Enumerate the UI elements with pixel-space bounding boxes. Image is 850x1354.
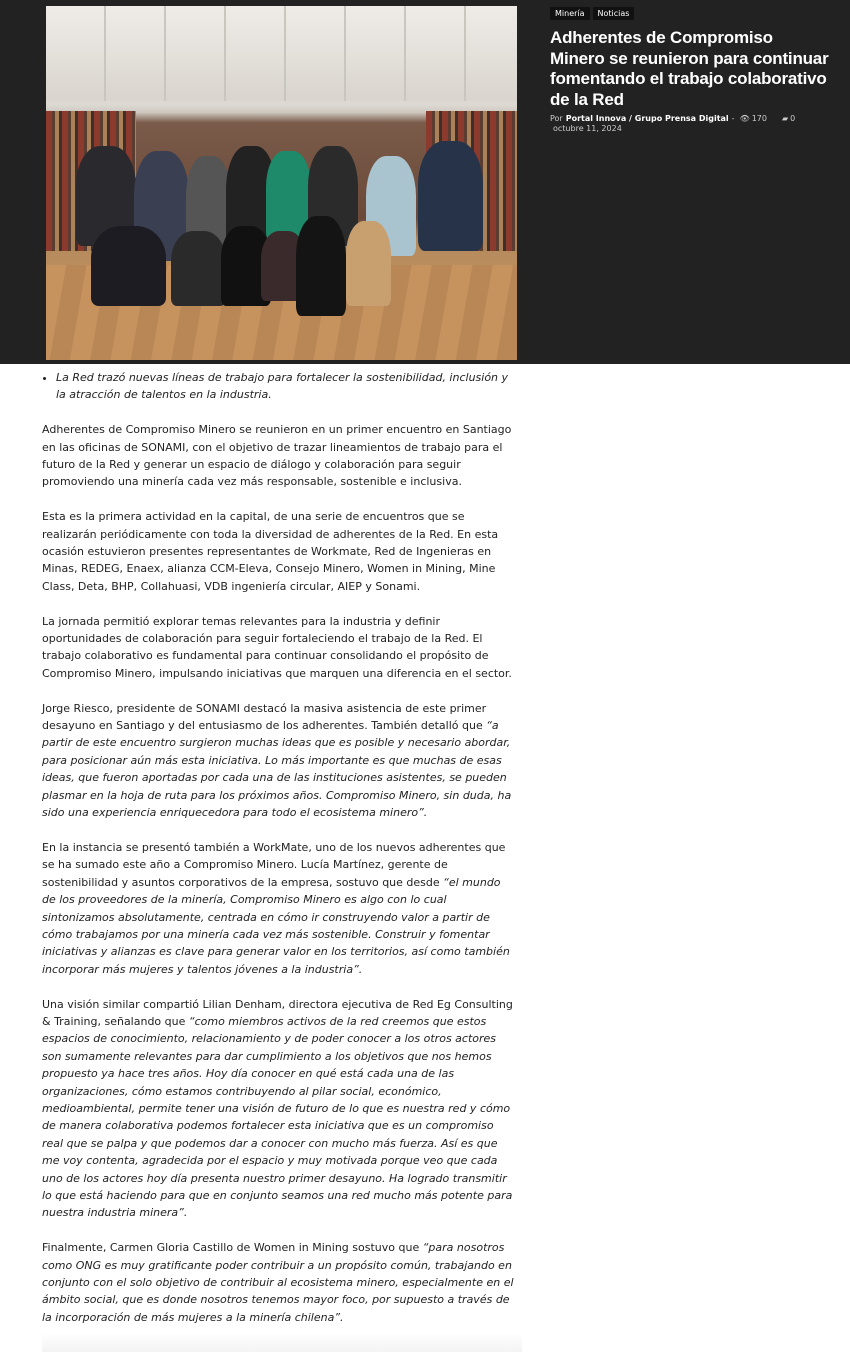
paragraph-quote: “el mundo de los proveedores de la minería, Compromiso Minero es algo con lo cual sintonizamos absolutamente, centrada en cómo ir construyendo valor a partir de cómo trabajamos por una minería cada vez más sostenible. Construir y fomentar iniciativas y alianzas es clave para generar valor en los territorios, así como también incorporar más mujeres y talentos jóvenes a la industria”. [42,875,510,976]
article-paragraph [42,700,514,822]
category-tags [550,7,634,20]
article-paragraph [42,1239,514,1326]
article-paragraph [42,613,514,683]
article-header [0,0,850,364]
article-paragraph [42,508,514,595]
comment-icon: ▰ [782,114,789,123]
paragraph-quote: “a partir de este encuentro surgieron muchas ideas que es posible y necesario abordar, para posicionar aún más esta iniciativa. Lo más importante es que muchas de esas ideas, que fueron aportadas por cada una de las instituciones asistentes, se pueden plasmar en la hoja de ruta para los próximos años. Compromiso Minero, sin duda, ha sido una experiencia enriquecedora para todo el ecosistema minero”. [42,719,512,820]
comments-count-group[interactable] [782,114,795,124]
paragraph-text: Jorge Riesco, presidente de SONAMI destacó la masiva asistencia de este primer desayuno en Santiago y del entusiasmo de los adherentes. También detalló que [42,701,487,733]
photo-ceiling [46,6,517,101]
paragraph-text: Una visión similar compartió Lilian Denham, directora ejecutiva de Red Eg Consulting & Training, señalando que [42,997,513,1028]
paragraph-text: La jornada permitió explorar temas relevantes para la industria y definir oportunidades de colaboración para seguir fortaleciendo el trabajo de la Red. El trabajo colaborativo es fundamental para continuar consolidando el propósito de Compromiso Minero, impulsando iniciativas que marquen una diferencia en el sector. [42,614,512,680]
article-meta [550,114,845,134]
article-paragraph [42,839,514,978]
article-body [42,369,514,1344]
views-count: 170 [751,114,767,123]
eye-icon: 👁 [739,114,750,123]
article-title: Adherentes de Compromiso Minero se reunieron para continuar fomentando el trabajo colaborativo de la Red [550,28,829,109]
meta-row [550,114,845,124]
publish-date: octubre 11, 2024 [553,124,622,133]
by-label: Por [550,114,563,123]
paragraph-text: Adherentes de Compromiso Minero se reunieron en un primer encuentro en Santiago en las oficinas de SONAMI, con el objetivo de trazar lineamientos de trabajo para el futuro de la Red y generar un espacio de diálogo y colaboración para seguir promoviendo una minería cada vez más responsable, sostenible e inclusiva. [42,423,512,489]
views-count-group [740,114,767,124]
paragraph-text: Esta es la primera actividad en la capital, de una serie de encuentros que se realizarán periódicamente con toda la diversidad de adherentes de la Red. En esta ocasión estuvieron presentes representantes de Workmate, Red de Ingenieras en Minas, REDEG, Enaex, alianza CCM-Eleva, Consejo Minero, Women in Mining, Mine Class, Deta, BHP, Collahuasi, VDB ingeniería circular, AIEP y Sonami. [42,510,499,593]
paragraph-text: Finalmente, Carmen Gloria Castillo de Women in Mining sostuvo que [42,1241,423,1255]
summary-list [42,369,514,404]
summary-bullet: • La Red trazó nuevas líneas de trabajo para fortalecer la sostenibilidad, inclusión y la atracción de talentos en la industria. [56,369,514,404]
comments-count: 0 [790,114,796,123]
article-paragraph [42,996,514,1222]
tag-noticias[interactable]: Noticias [593,7,635,20]
author-link[interactable]: Portal Innova / Grupo Prensa Digital [565,114,729,123]
article-paragraph [42,421,514,491]
paragraph-quote: “para nosotros como ONG es muy gratificante poder contribuir a un propósito común, trabajando en conjunto con el solo objetivo de contribuir al ecosistema minero, especialmente en el ámbito social, que es donde nosotros tenemos mayor foco, por supuesto a través de la incorporación de más mujeres a la minería chilena”. [42,1241,514,1324]
meta-separator: - [731,114,735,123]
tag-mineria[interactable]: Minería [550,7,590,20]
paragraph-text: En la instancia se presentó también a WorkMate, uno de los nuevos adherentes que se ha sumado este año a Compromiso Minero. Lucía Martínez, gerente de sostenibilidad y asuntos corporativos de la empresa, sostuvo que desde [42,840,506,889]
paragraph-quote: “como miembros activos de la red creemos que estos espacios de conocimiento, relacionamiento y de poder conocer a los otros actores son sumamente relevantes para dar cumplimiento a los objetivos que nos hemos propuesto ya hace tres años. Hoy día conocer en qué está cada una de las organizaciones, cómo estamos contribuyendo al pilar social, económico, medioambiental, permite tener una visión de futuro de lo que es nuestra red y cómo de manera colaborativa podemos fortalecer esta iniciativa que es un compromiso real que se palpa y que podemos dar a conocer con mucho más fuerza. Así es que me voy contenta, agradecida por el espacio y muy motivada porque veo que cada uno de los actores hoy día presenta nuestro primer desayuno. Ha logrado transmitir lo que está haciendo para que en conjunto seamos una red mucho más potente para nuestra industria minera”. [42,1014,513,1220]
featured-group-photo[interactable] [46,6,517,360]
